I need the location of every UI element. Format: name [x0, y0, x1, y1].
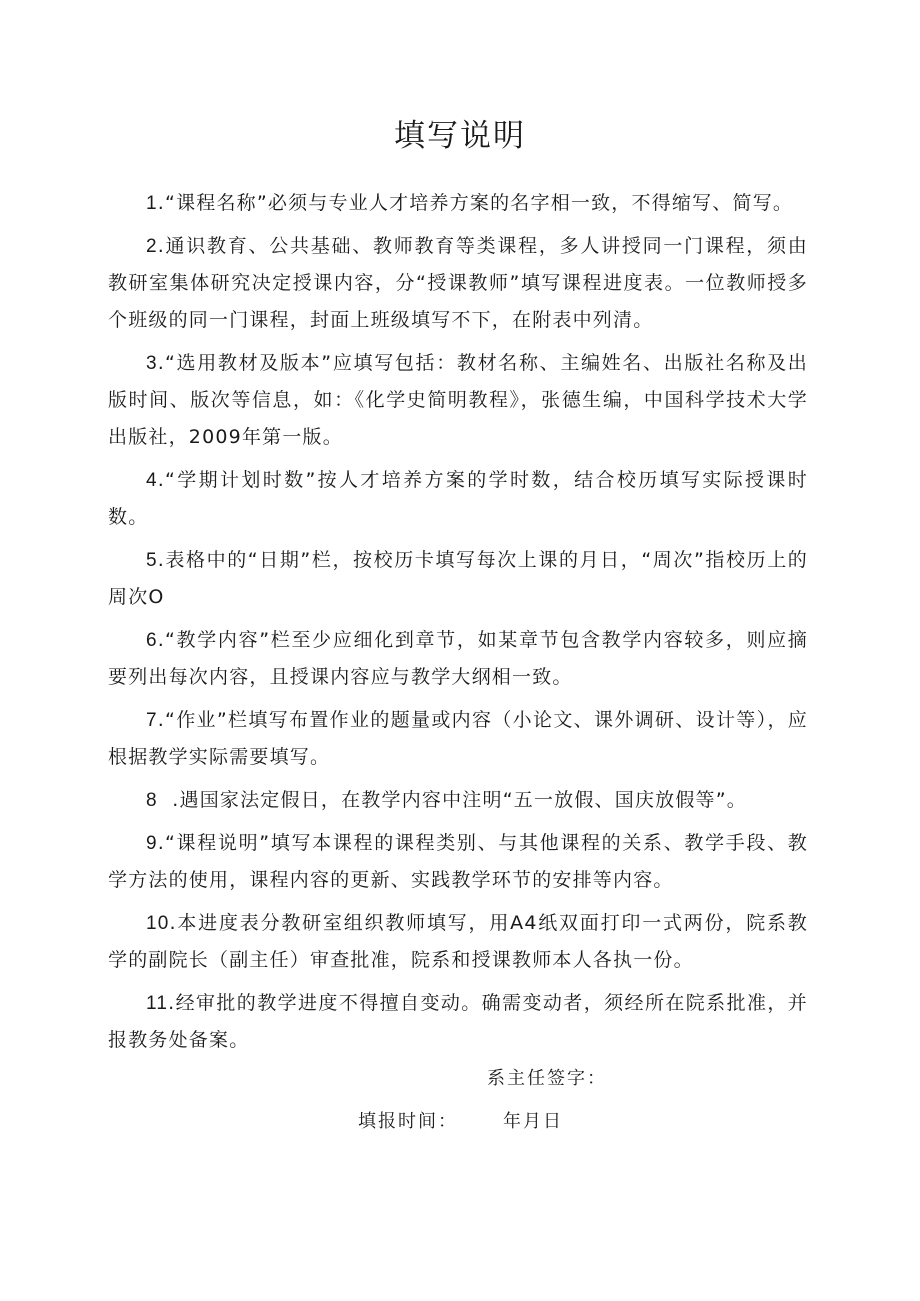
- item-number: 2: [146, 236, 158, 257]
- item-number: 1: [146, 193, 158, 214]
- item-number: 4: [146, 470, 158, 491]
- item-text: .遇国家法定假日，在教学内容中注明“五一放假、国庆放假等”。: [157, 789, 747, 811]
- instruction-item-7: [108, 702, 808, 776]
- instruction-item-10: [108, 905, 808, 979]
- page-title: 填写说明: [394, 118, 526, 154]
- instruction-item-4: [108, 462, 808, 536]
- item-text: .“教学内容”栏至少应细化到章节，如某章节包含教学内容较多，则应摘要列出每次内容，且授课内容应与教学大纲相一致。: [108, 629, 808, 688]
- item-number: 5: [146, 550, 158, 571]
- instruction-item-11: [108, 985, 808, 1059]
- item-number: 8: [146, 790, 158, 811]
- instruction-list: [108, 185, 808, 1065]
- instruction-item-8: [108, 782, 808, 819]
- fill-date-label: 填报时间：: [358, 1111, 458, 1132]
- item-number: 9: [146, 833, 158, 854]
- item-text: .经审批的教学进度不得擅自变动。确需变动者，须经所在院系批准，并报教务处备案。: [108, 992, 808, 1051]
- item-number: 7: [146, 710, 158, 731]
- item-text: .表格中的“日期”栏，按校历卡填写每次上课的月日，“周次”指校历上的周次O: [108, 549, 808, 608]
- item-text: .“选用教材及版本”应填写包括：教材名称、主编姓名、出版社名称及出版时间、版次等信息，如：《化学史简明教程》，张德生编，中国科学技术大学出版社，2009年第一版。: [108, 352, 808, 448]
- item-text: .“作业”栏填写布置作业的题量或内容（小论文、课外调研、设计等），应根据教学实际需要填写。: [108, 709, 808, 768]
- item-number: 3: [146, 353, 158, 374]
- item-number: 11: [146, 993, 169, 1014]
- item-text: .本进度表分教研室组织教师填写，用A4纸双面打印一式两份，院系教学的副院长（副主任）审查批准，院系和授课教师本人各执一份。: [108, 912, 808, 971]
- fill-date-value: 年月日: [503, 1111, 563, 1132]
- item-text: .“学期计划时数”按人才培养方案的学时数，结合校历填写实际授课时数。: [108, 469, 808, 528]
- item-text: .“课程说明”填写本课程的课程类别、与其他课程的关系、教学手段、教学方法的使用，课程内容的更新、实践教学环节的安排等内容。: [108, 832, 808, 891]
- item-number: 10: [146, 913, 170, 934]
- item-number: 6: [146, 630, 158, 651]
- instruction-item-5: [108, 542, 808, 616]
- dept-head-label: 系主任签字：: [487, 1068, 607, 1089]
- instruction-item-6: [108, 622, 808, 696]
- instruction-item-9: [108, 825, 808, 899]
- item-text: .通识教育、公共基础、教师教育等类课程，多人讲授同一门课程，须由教研室集体研究决定授课内容，分“授课教师”填写课程进度表。一位教师授多个班级的同一门课程，封面上班级填写不下，在附表中列清。: [108, 235, 808, 331]
- instruction-item-3: [108, 345, 808, 456]
- instruction-item-2: [108, 228, 808, 339]
- item-text: .“课程名称”必须与专业人才培养方案的名字相一致，不得缩写、简写。: [157, 192, 794, 214]
- instruction-item-1: [108, 185, 808, 222]
